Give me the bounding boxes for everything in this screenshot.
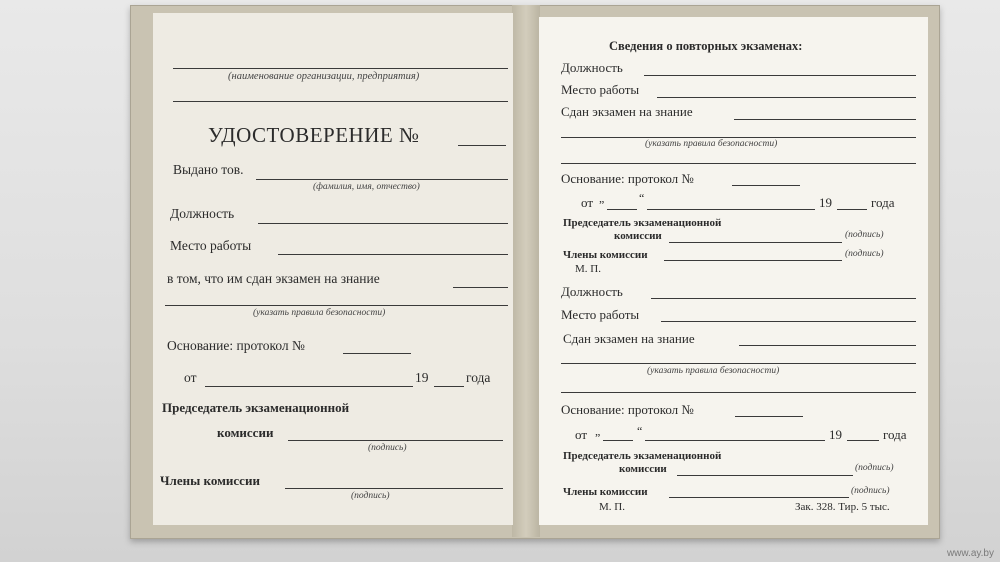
right-page bbox=[539, 17, 928, 525]
exam-line-2 bbox=[165, 305, 508, 306]
workplace-label: Место работы bbox=[170, 238, 252, 253]
name-caption: (фамилия, имя, отчество) bbox=[313, 182, 420, 192]
block1-year-line bbox=[837, 209, 867, 210]
block1-year-suffix: года bbox=[871, 195, 895, 210]
org-line-2 bbox=[173, 101, 508, 102]
block1-chairman-line bbox=[669, 242, 842, 243]
block2-position-line bbox=[651, 298, 916, 299]
block1-from-label: от bbox=[581, 195, 594, 210]
left-page bbox=[153, 13, 513, 525]
from-label: от bbox=[184, 370, 197, 385]
block2-signature-caption-2: (подпись) bbox=[851, 486, 890, 496]
block1-month-line bbox=[647, 209, 815, 210]
block1-signature-caption-2: (подпись) bbox=[845, 249, 884, 259]
exam-label: в том, что им сдан экзамен на знание bbox=[167, 271, 380, 286]
block1-year-prefix: 19 bbox=[819, 195, 832, 210]
block2-workplace-label: Место работы bbox=[561, 307, 640, 322]
block2-quote-close: “ bbox=[637, 424, 643, 438]
block1-members-line bbox=[664, 260, 842, 261]
org-line-1 bbox=[173, 68, 508, 69]
block2-year-suffix: года bbox=[883, 427, 907, 442]
block1-quote-close: “ bbox=[639, 191, 645, 205]
certificate-number-line bbox=[458, 145, 506, 146]
signature-caption-2: (подпись) bbox=[351, 491, 390, 501]
position-label: Должность bbox=[170, 206, 235, 221]
repeat-exams-heading: Сведения о повторных экзаменах: bbox=[609, 39, 803, 53]
block2-position-label: Должность bbox=[561, 284, 623, 299]
block2-month-line bbox=[645, 440, 825, 441]
block2-protocol-line bbox=[735, 416, 803, 417]
workplace-line bbox=[278, 254, 508, 255]
block2-year-line bbox=[847, 440, 879, 441]
block2-stamp: М. П. bbox=[599, 501, 625, 513]
year-prefix: 19 bbox=[415, 370, 429, 385]
certificate-title: УДОСТОВЕРЕНИЕ № bbox=[208, 123, 420, 147]
commission-label: комиссии bbox=[217, 425, 274, 440]
block2-commission-label: комиссии bbox=[619, 463, 667, 475]
block1-exam-line-1 bbox=[734, 119, 916, 120]
block2-exam-label: Сдан экзамен на знание bbox=[563, 331, 695, 346]
watermark: www.ay.by bbox=[946, 548, 994, 559]
block1-position-line bbox=[644, 75, 916, 76]
protocol-number-line bbox=[343, 353, 411, 354]
block1-workplace-line bbox=[657, 97, 916, 98]
block2-quote-open: „ bbox=[595, 424, 601, 438]
document-spine bbox=[512, 5, 540, 537]
block1-position-label: Должность bbox=[561, 60, 623, 75]
block2-rules-caption: (указать правила безопасности) bbox=[647, 366, 780, 376]
block2-signature-caption-1: (подпись) bbox=[855, 463, 894, 473]
block1-exam-line-2 bbox=[561, 137, 916, 138]
block2-chairman-line bbox=[677, 475, 853, 476]
exam-line-1 bbox=[453, 287, 508, 288]
chairman-label: Председатель экзаменационной bbox=[162, 400, 350, 415]
block2-year-prefix: 19 bbox=[829, 427, 842, 442]
rules-caption: (указать правила безопасности) bbox=[253, 308, 386, 318]
block2-basis-label: Основание: протокол № bbox=[561, 402, 694, 417]
block2-day-line bbox=[603, 440, 633, 441]
block2-workplace-line bbox=[661, 321, 916, 322]
block1-workplace-label: Место работы bbox=[561, 82, 640, 97]
block1-exam-label: Сдан экзамен на знание bbox=[561, 104, 693, 119]
block1-quote-open: „ bbox=[599, 191, 605, 205]
block2-members-label: Члены комиссии bbox=[563, 486, 648, 498]
issued-label: Выдано тов. bbox=[173, 162, 244, 177]
year-line bbox=[434, 386, 464, 387]
block2-exam-line-1 bbox=[739, 345, 916, 346]
block1-day-line bbox=[607, 209, 637, 210]
members-label: Члены комиссии bbox=[160, 473, 260, 488]
year-suffix: года bbox=[466, 370, 491, 385]
block1-protocol-line bbox=[732, 185, 800, 186]
block1-stamp: М. П. bbox=[575, 263, 601, 275]
block2-from-label: от bbox=[575, 427, 588, 442]
block1-commission-label: комиссии bbox=[614, 230, 662, 242]
issued-line bbox=[256, 179, 508, 180]
signature-caption-1: (подпись) bbox=[368, 443, 407, 453]
chairman-signature-line bbox=[288, 440, 503, 441]
block1-rules-caption: (указать правила безопасности) bbox=[645, 139, 778, 149]
position-line bbox=[258, 223, 508, 224]
block2-members-line bbox=[669, 497, 849, 498]
org-caption: (наименование организации, предприятия) bbox=[228, 71, 420, 82]
block2-exam-line-2 bbox=[561, 363, 916, 364]
block1-members-label: Члены комиссии bbox=[563, 249, 648, 261]
block1-rules-line bbox=[561, 163, 916, 164]
print-info: Зак. 328. Тир. 5 тыс. bbox=[795, 501, 890, 513]
block1-signature-caption-1: (подпись) bbox=[845, 230, 884, 240]
members-signature-line bbox=[285, 488, 503, 489]
date-line bbox=[205, 386, 413, 387]
block2-chairman-label: Председатель экзаменационной bbox=[563, 450, 722, 462]
basis-label: Основание: протокол № bbox=[167, 338, 305, 353]
block1-basis-label: Основание: протокол № bbox=[561, 171, 694, 186]
block1-chairman-label: Председатель экзаменационной bbox=[563, 217, 722, 229]
block2-rules-line bbox=[561, 392, 916, 393]
